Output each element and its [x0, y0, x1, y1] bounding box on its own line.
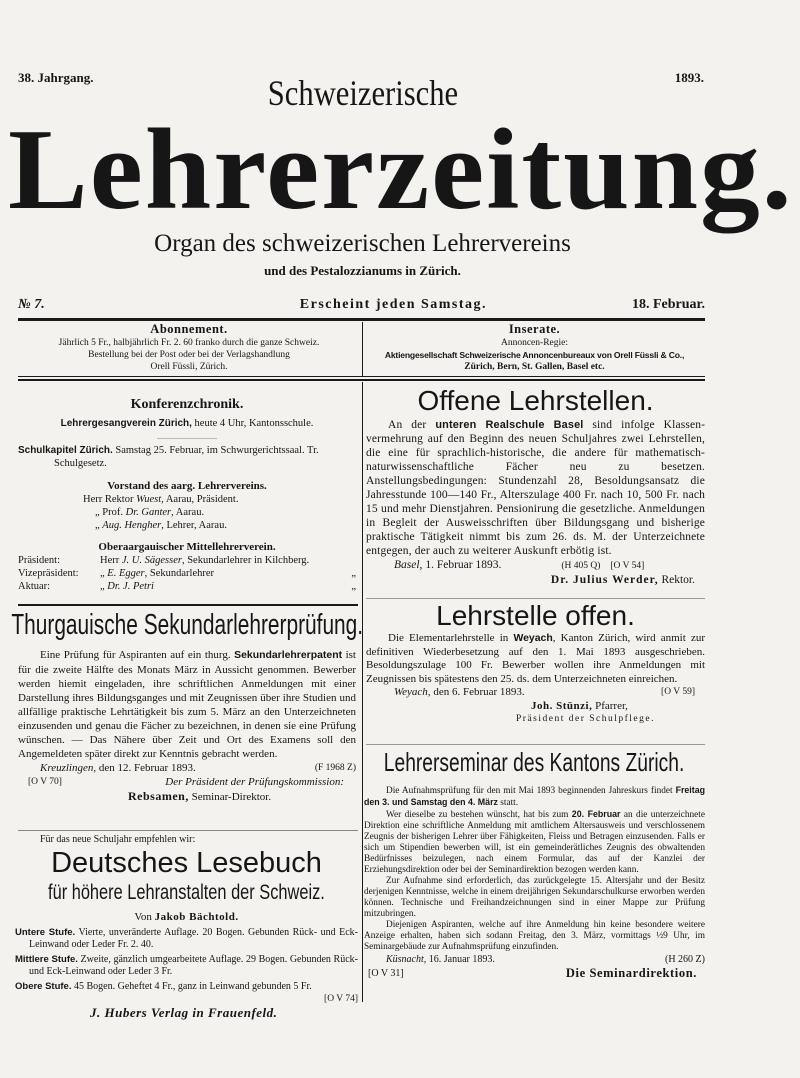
- inserate-box: [364, 322, 705, 373]
- box-rule: [18, 379, 705, 381]
- thurgau-body: [18, 648, 356, 761]
- lehrstelle-place: Weyach,: [394, 686, 431, 698]
- italic-text: Dr. Ganter: [125, 507, 172, 518]
- italic-text: J. U. Sägesser: [121, 555, 182, 566]
- inserate-heading: Inserate.: [508, 322, 561, 336]
- ober-person: [100, 567, 336, 580]
- lesebuch-item: [15, 927, 358, 951]
- bold-text: Freitag den 3. und Samstag den 4. März: [364, 785, 705, 807]
- ober-role: Vizepräsident:: [18, 568, 79, 579]
- issue-number: № 7.: [18, 297, 45, 312]
- lesebuch-item: [15, 954, 358, 978]
- section-rule: [366, 598, 705, 599]
- bold-text: Lehrergesangverein Zürich,: [60, 418, 192, 429]
- thurgau-ref: (F 1968 Z): [314, 763, 356, 773]
- offene-body: [366, 418, 705, 558]
- offene-ref: (H 405 Q): [561, 561, 601, 571]
- newspaper-title: Lehrerzeitung.: [8, 105, 794, 234]
- text-run: Samstag 25. Februar, im Schwurgerichtssaal. Tr. Schulgesetz.: [54, 445, 319, 469]
- text-run: Diejenigen Aspiranten, welche auf ihre Anmeldung hin keine besondere weitere Anzeige erhalten, haben sich sodann Freitag, den 3. März, vormittags ½9 Uhr, im Seminargebäude zur Aufnahmsprüfung einzufinden.: [364, 920, 705, 952]
- lesebuch-item: [15, 981, 358, 993]
- subtitle: Organ des schweizerischen Lehrervereins: [154, 230, 571, 257]
- offene-heading: Offene Lehrstellen.: [417, 385, 654, 416]
- lehrstelle-signer-title: Präsident der Schulpflege.: [516, 714, 655, 724]
- seminar-section: [364, 746, 705, 981]
- column-divider: [362, 382, 363, 1002]
- abonnement-heading: Abonnement.: [150, 322, 228, 336]
- thurgau-date: den 12. Februar 1893.: [96, 762, 196, 774]
- thurgau-signer-role: Seminar-Direktor.: [188, 791, 272, 803]
- ober-list: [18, 554, 356, 593]
- ober-role: Aktuar:: [18, 581, 51, 592]
- seminar-paragraph: [364, 809, 705, 876]
- text-run: Zur Aufnahme sind erforderlich, das zurückgelegte 15. Altersjahr und der Besitz derjenigen Kenntnisse, welche in einem dreijährigen Sekundarschulkurse erworben werden können. Technische und Freihandzeichnungen sind in einer Mappe zur Prüfung mitzubringen.: [364, 876, 705, 919]
- top-rule: [18, 318, 705, 321]
- bold-text: Obere Stufe.: [15, 981, 72, 992]
- thurgau-signer: Rebsamen,: [128, 789, 189, 803]
- lehrstelle-section: [366, 600, 705, 727]
- bold-text: Mittlere Stufe.: [15, 954, 78, 965]
- ober-person: [100, 580, 336, 593]
- seminar-heading: Lehrerseminar des Kantons Zürich.: [384, 747, 685, 777]
- subtitle-2: und des Pestalozzianums in Zürich.: [264, 263, 461, 278]
- seminar-paragraph: [364, 920, 705, 953]
- bold-text: 20. Februar: [571, 809, 621, 819]
- seminar-date: 16. Januar 1893.: [426, 954, 495, 965]
- lesebuch-subtitle: für höhere Lehranstalten der Schweiz.: [48, 881, 325, 904]
- konferenz-gesang: [18, 417, 356, 430]
- text-run: Wer dieselbe zu bestehen wünscht, hat bis zum: [386, 810, 572, 820]
- italic-text: Aug. Hengher: [102, 520, 162, 531]
- offene-signer-role: Rektor.: [658, 574, 695, 586]
- lehrstelle-date: den 6. Februar 1893.: [430, 686, 525, 698]
- konferenz-heading: Konferenzchronik.: [130, 397, 244, 412]
- lehrstelle-signer: Joh. Stünzi,: [531, 699, 593, 712]
- lesebuch-section: [15, 834, 358, 1020]
- seminar-code: [O V 31]: [368, 968, 404, 979]
- vorstand-heading: Vorstand des aarg. Lehrervereins.: [107, 480, 267, 492]
- ober-member: [18, 554, 356, 567]
- issue-date: 18. Februar.: [632, 297, 705, 312]
- bold-text: Weyach: [513, 633, 553, 644]
- inserate-line: Aktiengesellschaft Schweizerische Annoncenbureaux von Orell Füssli & Co.,: [384, 350, 685, 360]
- konferenz-schulkapitel: [18, 444, 356, 470]
- inserate-line: Zürich, Bern, St. Gallen, Basel etc.: [464, 362, 605, 372]
- ober-ditto: „: [351, 581, 356, 592]
- italic-text: E. Egger: [107, 568, 145, 579]
- thurgau-section: [11, 608, 363, 804]
- seminar-paragraph: [364, 876, 705, 920]
- lesebuch-author: Jakob Bächtold.: [154, 911, 239, 923]
- abonnement-box: [18, 322, 360, 373]
- section-rule: [18, 830, 358, 831]
- lesebuch-intro: Für das neue Schuljahr empfehlen wir:: [40, 834, 196, 845]
- offene-date: 1. Februar 1893.: [422, 559, 502, 571]
- italic-text: Dr. J. Petri: [107, 581, 154, 592]
- lehrstelle-body: [366, 632, 705, 686]
- seminar-body: [364, 785, 705, 953]
- text-run: , Sekundarlehrer: [144, 568, 215, 579]
- abonnement-line: Bestellung bei der Post oder bei der Verlagshandlung: [88, 350, 290, 360]
- offene-section: [366, 384, 705, 587]
- vorstand-list: [18, 493, 356, 532]
- lesebuch-publisher: J. Hubers Verlag in Frauenfeld.: [90, 1005, 278, 1020]
- konferenz-section: [18, 396, 356, 593]
- ober-person: [100, 554, 336, 567]
- text-run: Zweite, gänzlich umgearbeitete Auflage. 29 Bogen. Gebunden Rück- und Eck-Leinwand oder Leder 3 Fr.: [29, 954, 358, 977]
- text-run: , Aarau, Präsident.: [161, 494, 239, 505]
- vorstand-member: [83, 519, 356, 532]
- volume-number: 38. Jahrgang.: [18, 70, 94, 85]
- text-run: „: [100, 568, 108, 579]
- thurgau-code: [O V 70]: [28, 777, 62, 787]
- text-run: 45 Bogen. Geheftet 4 Fr., ganz in Leinwand gebunden 5 Fr.: [71, 981, 312, 992]
- text-run: ist für die zweite Hälfte des Monats März in Aussicht genommen. Bewerber werden hiemit eingeladen, ihre schriftlichen Anmeldungen mit einer Darstellung ihres Bildungsganges und mit Zeugnissen über ihre Studien und allfällige praktische Lehrtätigkeit bis zum 5. März an den Unterzeichneten einzusenden und genau die Fächer zu bezeichnen, in denen sie eine Prüfung wünschen. — Das Nähere über Zeit und Ort des Examens soll den Angemeldeten später direkt zur Kenntnis gebracht werden.: [18, 649, 356, 760]
- box-rule: [18, 376, 705, 377]
- text-run: , Lehrer, Aarau.: [161, 520, 227, 531]
- text-run: sind infolge Klassenvermehrung auf den Beginn des neuen Schuljahres zwei Lehrstellen, die eine für sprachlich-historische, die andere für mathematisch-naturwissenschaftliche Fächer neu zu besetzen. Anstellungsbedingungen: Stundenzahl 28, Besoldungsansatz die Jahresstunde 100—140 Fr., Alterszulage 400 Fr. nach 10, 500 Fr. nach 15 und mehr Dienstjahren. Pensionirung die gesetzliche. Anmeldungen in Begleit der Ausweisschriften über Bildungsgang und bisherige praktische Tätigkeit nimmt bis zum 26. ds. M. der Unterzeichnete entgegen, der auch zu weiterer Auskunft erbötig ist.: [366, 419, 705, 557]
- text-run: „: [100, 581, 108, 592]
- vorstand-member: [83, 506, 356, 519]
- text-run: „ Prof.: [95, 507, 126, 518]
- abonnement-line: Jährlich 5 Fr., halbjährlich Fr. 2. 60 franko durch die ganze Schweiz.: [58, 338, 320, 348]
- inserate-line: Annoncen-Regie:: [500, 338, 568, 348]
- ober-heading: Oberaargauischer Mittellehrerverein.: [98, 541, 276, 553]
- offene-place: Basel,: [394, 559, 423, 571]
- thurgau-signer-title: Der Präsident der Prüfungskommission:: [165, 776, 344, 788]
- abonnement-line: Orell Füssli, Zürich.: [150, 362, 228, 372]
- lehrstelle-heading: Lehrstelle offen.: [436, 600, 635, 631]
- text-run: Herr Rektor: [83, 494, 137, 505]
- thurgau-place: Kreuzlingen,: [40, 762, 97, 774]
- lehrstelle-code: [O V 59]: [661, 687, 695, 697]
- ober-role: Präsident:: [18, 555, 60, 566]
- text-run: Herr: [100, 555, 122, 566]
- text-run: An der: [388, 419, 436, 431]
- lehrstelle-signer-role: Pfarrer,: [592, 699, 628, 712]
- offene-code: [O V 54]: [610, 561, 645, 571]
- thurgau-heading: Thurgauische Sekundarlehrerprüfung.: [11, 609, 363, 641]
- text-run: Eine Prüfung für Aspiranten auf ein thurg.: [40, 649, 235, 661]
- text-run: statt.: [497, 798, 519, 808]
- bold-text: Untere Stufe.: [15, 927, 76, 938]
- seminar-paragraph: [364, 785, 705, 809]
- vorstand-member: [83, 493, 356, 506]
- lesebuch-title: Deutsches Lesebuch: [51, 847, 322, 879]
- text-run: Die Elementarlehrstelle in: [388, 632, 514, 644]
- bold-text: Sekundarlehrerpatent: [234, 650, 343, 661]
- lesebuch-code: [O V 74]: [324, 994, 358, 1004]
- text-run: „: [95, 520, 103, 531]
- section-rule: [366, 744, 705, 745]
- ober-ditto: „: [351, 568, 356, 579]
- box-divider: [362, 322, 363, 376]
- title-top: Schweizerische: [267, 73, 458, 113]
- section-rule: [18, 604, 358, 606]
- bold-text: Schulkapitel Zürich.: [18, 445, 113, 456]
- text-run: heute 4 Uhr, Kantonsschule.: [191, 418, 314, 429]
- seminar-signer: Die Seminardirektion.: [565, 966, 697, 980]
- year: 1893.: [674, 70, 704, 85]
- text-run: Die Aufnahmsprüfung für den mit Mai 1893 beginnenden Jahreskurs findet: [386, 786, 676, 796]
- text-run: , Sekundarlehrer in Kilchberg.: [181, 555, 310, 566]
- text-run: , Aarau.: [171, 507, 205, 518]
- ober-member: [18, 567, 356, 580]
- frequency: Erscheint jeden Samstag.: [299, 297, 488, 312]
- lesebuch-author-prefix: Von: [134, 911, 155, 923]
- seminar-ref: (H 260 Z): [665, 954, 705, 965]
- bold-text: unteren Realschule Basel: [435, 419, 584, 431]
- ober-ditto: [336, 554, 356, 567]
- text-run: Vierte, unveränderte Auflage. 20 Bogen. Gebunden Rück- und Eck-Leinwand oder Leder Fr. 2. 40.: [29, 927, 358, 950]
- text-run: an die unterzeichnete Direktion eine schriftliche Anmeldung mit amtlichem Altersausweis und verschlossenem Zeugnis der bisherigen Lehrer über Fähigkeiten, Fleiss und Betragen einzusenden. Falls er sich um Stipendien bewerben will, ist ein gemeinderätliches Zeugnis des obwaltenden Bedürfnisses beizulegen, nach einem Formular, das auf der Kanzlei der Erziehungsdirektion oder bei der Seminardirektion bezogen werden kann.: [364, 810, 706, 875]
- ober-member: [18, 580, 356, 593]
- seminar-place: Küsnacht,: [386, 954, 427, 965]
- issue-line: [18, 296, 705, 313]
- italic-text: Wuest: [136, 494, 162, 505]
- offene-signer: Dr. Julius Werder,: [550, 574, 659, 586]
- text-run: , Kanton Zürich, wird anmit zur definitiven Wiederbesetzung auf den 1. Mai 1893 ausgeschrieben. Besoldungszulage 100 Fr. Bewerber wollen ihre Anmeldungen mit Zeugnissen bis spätestens den 25. ds. dem Unterzeichneten einreichen.: [366, 632, 706, 685]
